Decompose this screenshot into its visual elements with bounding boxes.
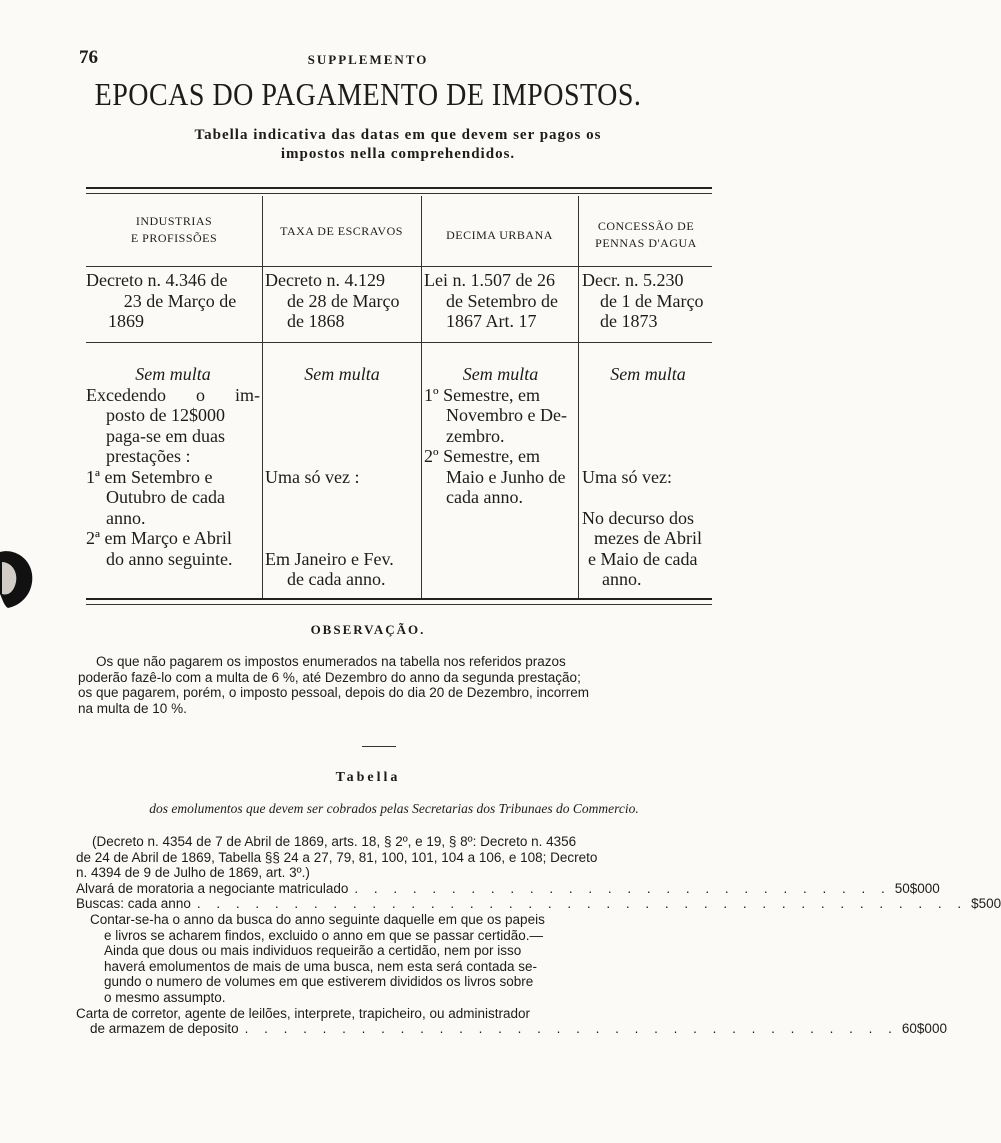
buscas-note-line: Contar-se-ha o anno da busca do anno seguinte daquelle em que os papeis — [90, 911, 545, 927]
decree-line: 23 de Março de — [123, 290, 237, 311]
subtitle-line: impostos nella comprehendidos. — [280, 146, 516, 162]
decree-line: Decreto n. 4.129 — [265, 270, 385, 290]
carta-value: 60$000 — [901, 1021, 947, 1037]
header-separator — [86, 266, 712, 267]
header-line: PENNAS D'AGUA — [595, 236, 697, 250]
body-line: mezes de Abril — [594, 528, 702, 548]
carta-row — [76, 1021, 947, 1037]
subtitle — [82, 126, 714, 164]
subtitle-line: Tabella indicativa das datas em que devem ser pagos os — [194, 127, 602, 143]
dot-leader: . . . . . . . . . . . . . . . . . . . . . . . . . . . . — [354, 880, 891, 896]
dot-leader: . . . . . . . . . . . . . . . . . . . . . . . . . . . . . . . . . . — [244, 1021, 898, 1037]
body-line: anno. — [602, 569, 642, 589]
body-line: cada anno. — [446, 487, 523, 507]
header-line: DECIMA URBANA — [446, 228, 553, 242]
body-line: Excedendo o im- — [86, 384, 260, 405]
table-bottom-rule-thin — [86, 604, 712, 605]
body-decima — [424, 364, 577, 508]
decree-industrias — [86, 270, 260, 332]
column-divider — [262, 196, 263, 598]
decree-line: Lei n. 1.507 de 26 — [424, 270, 555, 290]
body-line: Uma só vez: — [582, 466, 672, 487]
decree-separator — [86, 342, 712, 343]
body-line: No decurso dos — [582, 507, 694, 528]
observacao-line: os que pagarem, porém, o imposto pessoal, depois do dia 20 de Dezembro, incorrem — [78, 685, 590, 701]
buscas-note-line: e livros se acharem findos, excluido o anno em que se passar certidão.— — [104, 927, 543, 943]
decreto-line: n. 4394 de 9 de Julho de 1869, art. 3º.) — [76, 865, 310, 881]
observacao-text — [78, 654, 710, 716]
dot-leader: . . . . . . . . . . . . . . . . . . . . . . . . . . . . . . . . . . . . . . . . — [196, 896, 968, 912]
tabella-subtitle: dos emolumentos que devem ser cobrados pelas Secretarias dos Tribunaes do Commercio. — [149, 801, 639, 816]
observacao-line: Os que não pagarem os impostos enumerados na tabella nos referidos prazos — [96, 654, 566, 669]
buscas-value: $500 — [971, 896, 1001, 912]
alvara-value: 50$000 — [894, 880, 940, 896]
body-line: 2ª em Março e Abril — [86, 528, 232, 548]
sem-multa: Sem multa — [304, 364, 380, 384]
decree-concessao — [582, 270, 714, 332]
decree-line: Decr. n. 5.230 — [582, 270, 684, 290]
table-bottom-rule — [86, 598, 712, 600]
body-taxa — [265, 364, 419, 590]
decreto-line: de 24 de Abril de 1869, Tabella §§ 24 a 27, 79, 81, 100, 101, 104 a 106, e 108; Decreto — [76, 849, 598, 865]
header-line: E PROFISSÕES — [130, 231, 218, 245]
sem-multa: Sem multa — [135, 364, 211, 384]
table-top-rule — [86, 187, 712, 189]
column-header-industrias — [86, 213, 262, 247]
decreto-line: (Decreto n. 4354 de 7 de Abril de 1869, arts. 18, § 2º, e 19, § 8º: Decreto n. 4356 — [92, 834, 577, 849]
tabella-body — [76, 834, 1001, 1037]
carta-line: Carta de corretor, agente de leilões, interprete, trapicheiro, ou administrador — [76, 1005, 530, 1021]
tabella-title: Tabella — [335, 770, 401, 785]
decree-line: de 1873 — [600, 311, 658, 331]
decree-line: 1867 Art. 17 — [446, 311, 537, 331]
body-line: 1º Semestre, em — [424, 384, 541, 405]
alvara-row — [76, 880, 940, 897]
decree-line: Decreto n. 4.346 de — [86, 270, 228, 290]
body-concessao — [582, 364, 714, 590]
observacao-line: poderão fazê-lo com a multa de 6 %, até Dezembro do anno da segunda prestação; — [78, 669, 581, 685]
header-line: TAXA DE ESCRAVOS — [280, 224, 403, 238]
column-header-taxa — [262, 223, 421, 240]
decree-taxa — [265, 270, 419, 332]
body-line: Maio e Junho de — [446, 466, 566, 487]
body-line: Em Janeiro e Fev. — [265, 548, 394, 569]
body-line: Uma só vez : — [265, 466, 360, 487]
body-line: e Maio de cada — [588, 548, 698, 569]
body-line: 1ª em Setembro e — [86, 466, 213, 487]
page-title: EPOCAS DO PAGAMENTO DE IMPOSTOS. — [94, 78, 642, 113]
table-top-rule-thin — [86, 193, 712, 194]
decree-line: de Setembro de — [446, 290, 558, 311]
body-line: 2º Semestre, em — [424, 446, 541, 466]
decree-line: de 1 de Março — [600, 290, 704, 311]
body-line: posto de 12$000 — [106, 405, 225, 425]
decree-line: de 1868 — [287, 311, 345, 331]
body-line: paga-se em duas — [106, 425, 225, 446]
body-industrias — [86, 364, 260, 569]
section-divider — [362, 746, 396, 747]
sem-multa: Sem multa — [610, 364, 686, 384]
body-line: Outubro de cada — [106, 487, 225, 507]
decree-line: de 28 de Março — [287, 290, 400, 311]
body-line: prestações : — [106, 446, 191, 466]
carta-label: de armazem de deposito — [90, 1021, 239, 1037]
buscas-note-line: o mesmo assumpto. — [104, 989, 226, 1005]
body-line: Novembro e De- — [446, 405, 567, 425]
decree-decima — [424, 270, 577, 332]
column-header-decima — [421, 227, 578, 244]
alvara-label: Alvará de moratoria a negociante matriculado — [76, 880, 349, 896]
column-divider — [421, 196, 422, 598]
body-line: anno. — [106, 507, 146, 528]
buscas-note-line: gundo o numero de volumes em que estiverem divididos os livros sobre — [104, 974, 534, 990]
scan-blot — [0, 548, 40, 612]
body-line: zembro. — [446, 425, 505, 446]
column-header-concessao — [578, 218, 714, 252]
observacao-line: na multa de 10 %. — [78, 700, 187, 716]
page-number: 76 — [79, 47, 98, 68]
buscas-note-line: haverá emolumentos de mais de uma busca, nem esta será contada se- — [104, 958, 537, 974]
running-head: SUPPLEMENTO — [307, 52, 429, 67]
sem-multa: Sem multa — [462, 364, 539, 384]
observacao-title: OBSERVAÇÃO. — [310, 622, 426, 637]
buscas-label: Buscas: cada anno — [76, 896, 191, 912]
column-divider — [578, 196, 579, 598]
buscas-note-line: Ainda que dous ou mais individuos requeirão a certidão, nem por isso — [104, 943, 522, 959]
header-line: CONCESSÃO DE — [597, 219, 695, 233]
body-line: do anno seguinte. — [106, 548, 233, 569]
buscas-row — [76, 896, 1001, 912]
header-line: INDUSTRIAS — [135, 214, 213, 228]
body-line: de cada anno. — [287, 569, 386, 589]
decree-line: 1869 — [108, 311, 144, 331]
